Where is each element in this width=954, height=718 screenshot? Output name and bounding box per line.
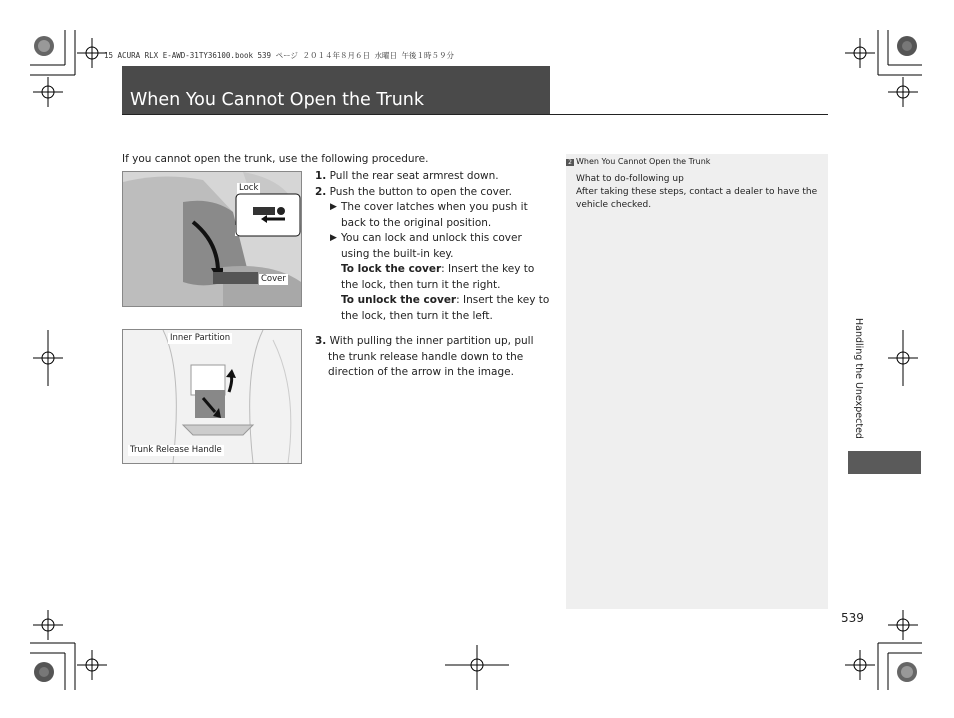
step-text: With pulling the inner partition up, pull the trunk release handle down to the direction of the arrow in the image. — [328, 335, 534, 378]
trunk-release-illustration — [123, 330, 301, 463]
arrow-icon: ▶ — [330, 233, 337, 243]
section-title: When You Cannot Open the Trunk — [130, 90, 425, 110]
step-2-note-1 — [315, 200, 551, 231]
cover-callout: Cover — [261, 274, 286, 284]
step-3 — [315, 334, 551, 381]
arrow-icon: ▶ — [330, 202, 337, 212]
side-note-line2: After taking these steps, contact a dealer to have the vehicle checked. — [576, 187, 818, 210]
step-text: Pull the rear seat armrest down. — [329, 170, 499, 182]
lock-label: To lock the cover — [341, 263, 442, 275]
lock-instruction — [315, 262, 551, 293]
procedure-steps — [315, 169, 551, 381]
print-header: 15 ACURA RLX E-AWD-31TY36100.book 539 ページ ２０１４年８月６日 水曜日 午後１時５９分 — [104, 51, 454, 60]
inner-partition-callout: Inner Partition — [170, 333, 231, 343]
side-note-body — [576, 173, 822, 212]
armrest-figure — [122, 171, 302, 307]
side-note-box — [566, 154, 828, 609]
chapter-tab-label — [850, 318, 864, 448]
intro-text: If you cannot open the trunk, use the following procedure. — [122, 153, 429, 165]
step-text: Push the button to open the cover. — [329, 185, 512, 198]
lock-callout: Lock — [239, 183, 259, 193]
unlock-instruction — [315, 293, 551, 324]
side-note-title: When You Cannot Open the Trunk — [576, 157, 711, 166]
note-text: You can lock and unlock this cover using the built-in key. — [341, 232, 522, 260]
step-number: 2. — [315, 185, 327, 198]
reference-marker-icon: 2 — [566, 159, 574, 166]
title-rule — [122, 114, 828, 115]
chapter-tab-text: Handling the Unexpected — [853, 318, 864, 439]
lock-text: : Insert the key to the lock, then turn it the right. — [341, 263, 535, 291]
trunk-release-callout: Trunk Release Handle — [130, 445, 222, 455]
lock-button-inset — [235, 193, 301, 237]
trunk-release-figure — [122, 329, 302, 464]
side-note-line1: What to do-following up — [576, 174, 684, 184]
chapter-tab-block — [848, 451, 921, 474]
step-number: 1. — [315, 170, 327, 182]
step-2 — [315, 185, 551, 201]
section-title-bar — [122, 66, 550, 114]
unlock-text: : Insert the key to the lock, then turn it the left. — [341, 294, 550, 322]
note-text: The cover latches when you push it back to the original position. — [341, 201, 528, 229]
step-number: 3. — [315, 335, 327, 347]
page-number: 539 — [841, 611, 864, 625]
unlock-label: To unlock the cover — [341, 294, 457, 306]
step-1 — [315, 169, 551, 185]
step-2-note-2 — [315, 231, 551, 262]
side-note-heading — [566, 157, 710, 166]
